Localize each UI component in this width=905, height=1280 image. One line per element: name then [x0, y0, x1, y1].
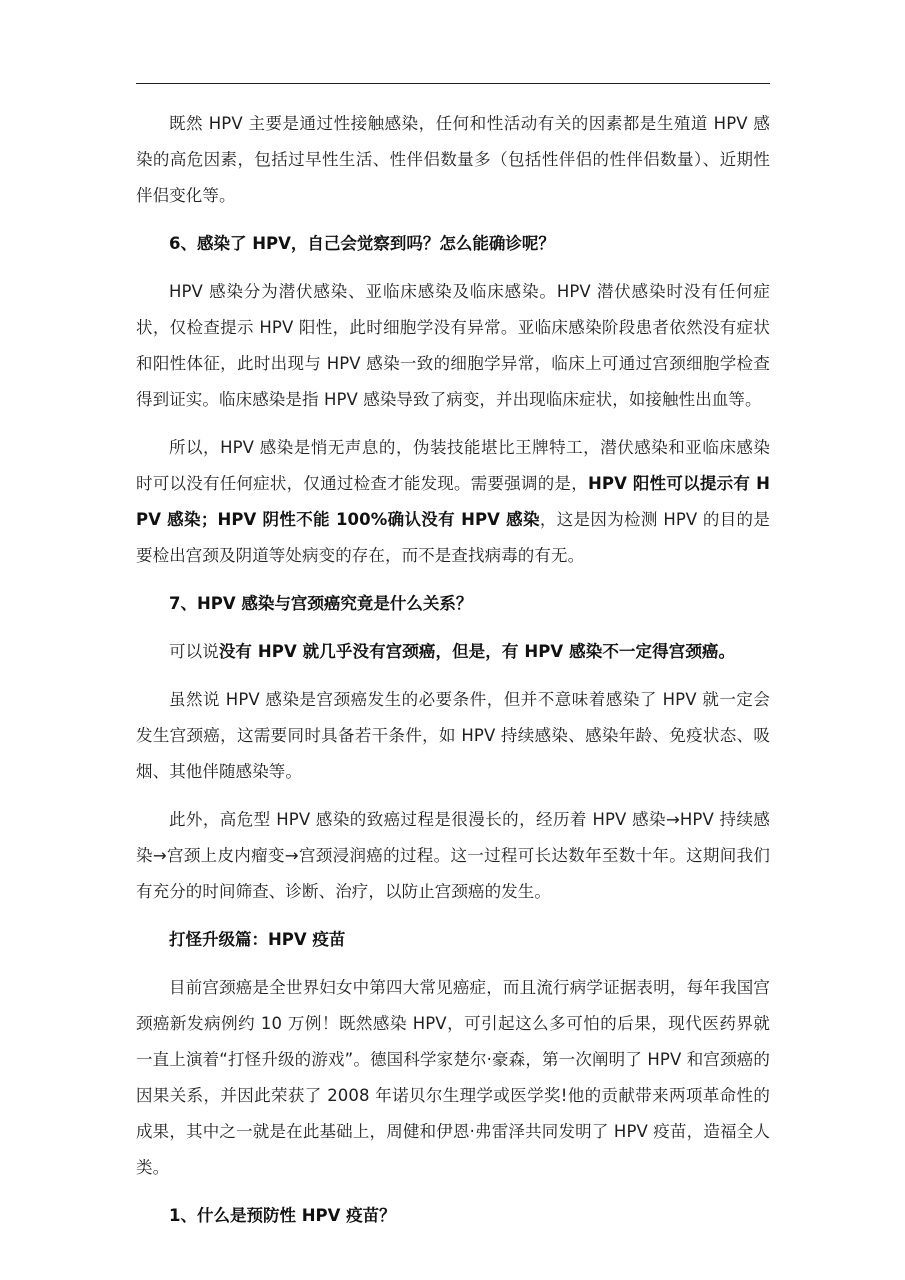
paragraph-risk-factors	[136, 106, 770, 214]
paragraph-vaccine-history	[136, 970, 770, 1186]
body-text: HPV 感染分为潜伏感染、亚临床感染及临床感染。HPV 潜伏感染时没有任何症状，仅检查提示 HPV 阳性，此时细胞学没有异常。亚临床感染阶段患者依然没有症状和阳性体征，此时出现与 HPV 感染一致的细胞学异常，临床上可通过宫颈细胞学检查得到证实。临床感染是指 HPV 感染导致了病变，并出现临床症状，如接触性出血等。	[136, 282, 770, 409]
body-text: 虽然说 HPV 感染是宫颈癌发生的必要条件，但并不意味着感染了 HPV 就一定会发生宫颈癌，这需要同时具备若干条件，如 HPV 持续感染、感染年龄、免疫状态、吸烟、其他伴随感染等。	[136, 690, 770, 781]
body-text: ，这是因为检测 HPV 的目的是要检出宫颈及阴道等处病变的存在，而不是查找病毒的有无。	[136, 510, 771, 565]
paragraph-key-statement	[136, 634, 770, 670]
body-text: 所以，HPV 感染是悄无声息的，伪装技能堪比王牌特工，潜伏感染和亚临床感染时可以没有任何症状，仅通过检查才能发现。需要强调的是，	[136, 438, 770, 493]
paragraph-silent-infection	[136, 430, 770, 574]
body-text: 目前宫颈癌是全世界妇女中第四大常见癌症，而且流行病学证据表明，每年我国宫颈癌新发病例约 10 万例！既然感染 HPV，可引起这么多可怕的后果，现代医药界就一直上演着“打怪升级的游戏”。德国科学家楚尔·豪森，第一次阐明了 HPV 和宫颈癌的因果关系，并因此荣获了 2008 年诺贝尔生理学或医学奖!他的贡献带来两项革命性的成果，其中之一就是在此基础上，周健和伊恩·弗雷泽共同发明了 HPV 疫苗，造福全人类。	[136, 978, 770, 1177]
heading-vaccine-section: 打怪升级篇：HPV 疫苗	[169, 930, 346, 949]
body-text: 既然 HPV 主要是通过性接触感染，任何和性活动有关的因素都是生殖道 HPV 感染的高危因素，包括过早性生活、性伴侣数量多（包括性伴侣的性伴侣数量）、近期性伴侣变化等。	[136, 114, 770, 205]
paragraph-necessary-condition	[136, 682, 770, 790]
emphasized-text: HPV 阳性可以提示有 HPV 感染；HPV 阴性不能 100%确认没有 HPV 感染	[136, 474, 770, 529]
paragraph-infection-types	[136, 274, 770, 418]
emphasized-text: 没有 HPV 就几乎没有宫颈癌，但是，有 HPV 感染不一定得宫颈癌。	[218, 642, 736, 661]
paragraph-progression	[136, 802, 770, 910]
document-body	[136, 106, 770, 1246]
header-rule	[136, 83, 770, 84]
body-text: 可以说	[169, 642, 219, 661]
body-text: 此外，高危型 HPV 感染的致癌过程是很漫长的，经历着 HPV 感染→HPV 持续感染→宫颈上皮内瘤变→宫颈浸润癌的过程。这一过程可长达数年至数十年。这期间我们有充分的时间筛查、诊断、治疗，以防止宫颈癌的发生。	[136, 810, 770, 901]
heading-q6: 6、感染了 HPV，自己会觉察到吗？怎么能确诊呢？	[169, 234, 555, 253]
heading-q7: 7、HPV 感染与宫颈癌究竟是什么关系？	[169, 594, 473, 613]
heading-q1-vaccine: 1、什么是预防性 HPV 疫苗？	[169, 1206, 396, 1225]
